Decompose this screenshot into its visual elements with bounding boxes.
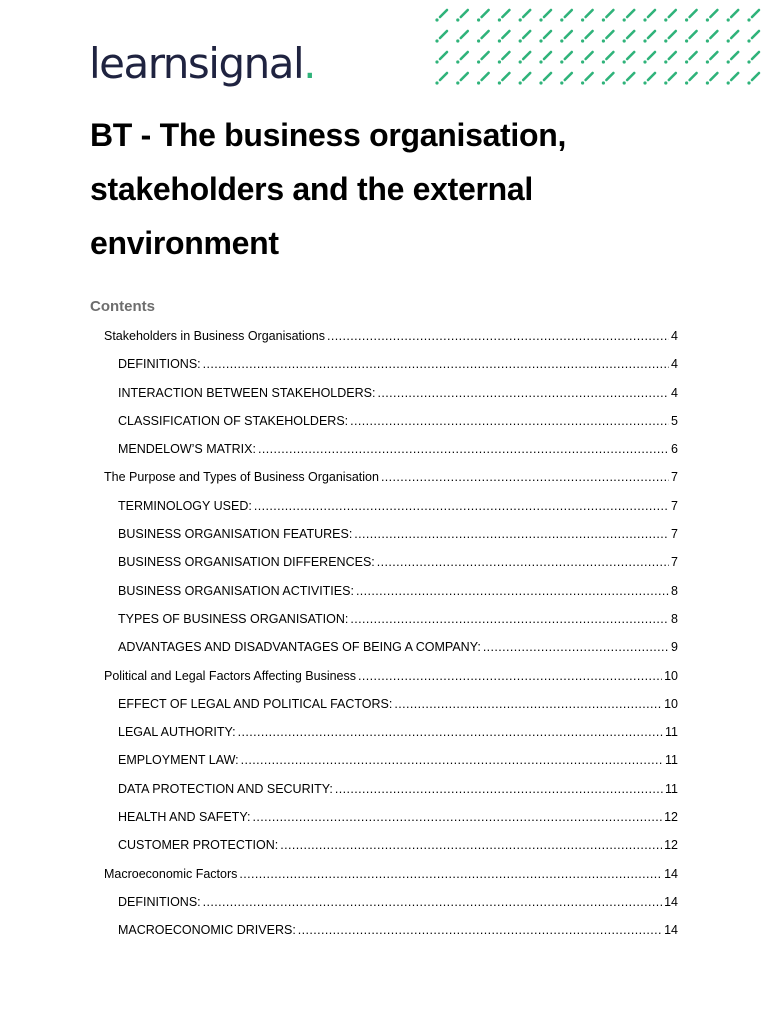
toc-entry-page-number: 8 [671, 583, 678, 598]
slash-mark [706, 52, 718, 64]
toc-entry-subsection[interactable] [0, 435, 678, 463]
slash-mark [539, 31, 551, 43]
toc-entry-label: BUSINESS ORGANISATION ACTIVITIES: [118, 583, 354, 598]
logo-text: learnsignal [89, 39, 304, 88]
toc-entry-subsection[interactable] [0, 379, 678, 407]
toc-entry-subsection[interactable] [0, 407, 678, 435]
toc-entry-label: DEFINITIONS: [118, 357, 201, 372]
toc-dot-leader [483, 633, 669, 661]
toc-dot-leader [356, 577, 669, 605]
toc-entry-label: TYPES OF BUSINESS ORGANISATION: [118, 611, 349, 626]
toc-entry-page-number: 11 [665, 753, 678, 768]
toc-dot-leader [381, 463, 669, 491]
toc-entry-label: EFFECT OF LEGAL AND POLITICAL FACTORS: [118, 696, 393, 711]
toc-entry-label: HEALTH AND SAFETY: [118, 810, 251, 825]
toc-dot-leader [377, 379, 669, 407]
toc-entry-subsection[interactable] [0, 350, 678, 378]
toc-dot-leader [239, 860, 662, 888]
slash-mark [519, 10, 531, 22]
slash-mark [435, 52, 447, 64]
toc-entry-label: LEGAL AUTHORITY: [118, 725, 236, 740]
slash-mark [435, 73, 447, 85]
toc-entry-label: DEFINITIONS: [118, 894, 201, 909]
toc-dot-leader [327, 322, 669, 350]
toc-entry-subsection[interactable] [0, 633, 678, 661]
slash-mark [477, 10, 489, 22]
slash-mark [664, 31, 676, 43]
slash-mark [560, 10, 572, 22]
slash-mark [477, 31, 489, 43]
toc-entry-subsection[interactable] [0, 577, 678, 605]
slash-mark [706, 10, 718, 22]
slash-mark [706, 31, 718, 43]
toc-entry-page-number: 7 [671, 470, 678, 485]
toc-dot-leader [354, 520, 669, 548]
slash-mark [456, 31, 468, 43]
toc-entry-page-number: 7 [671, 527, 678, 542]
toc-entry-subsection[interactable] [0, 803, 678, 831]
toc-entry-page-number: 14 [664, 894, 678, 909]
slash-mark [685, 31, 697, 43]
toc-entry-page-number: 5 [671, 413, 678, 428]
toc-entry-label: MACROECONOMIC DRIVERS: [118, 923, 296, 938]
toc-entry-page-number: 14 [664, 866, 678, 881]
slash-mark [435, 10, 447, 22]
toc-entry-label: The Purpose and Types of Business Organisation [104, 470, 379, 485]
slash-mark [602, 31, 614, 43]
slash-mark [498, 73, 510, 85]
learnsignal-logo [89, 38, 315, 90]
toc-dot-leader [350, 407, 669, 435]
toc-entry-label: TERMINOLOGY USED: [118, 498, 252, 513]
slash-mark [643, 73, 655, 85]
slash-mark [539, 73, 551, 85]
toc-entry-section[interactable] [0, 860, 678, 888]
toc-dot-leader [350, 605, 669, 633]
slash-mark [498, 10, 510, 22]
toc-entry-label: BUSINESS ORGANISATION DIFFERENCES: [118, 555, 375, 570]
slash-mark [727, 73, 739, 85]
toc-entry-label: Political and Legal Factors Affecting Business [104, 668, 356, 683]
toc-entry-label: DATA PROTECTION AND SECURITY: [118, 781, 333, 796]
slash-mark [623, 73, 635, 85]
toc-entry-subsection[interactable] [0, 718, 678, 746]
slash-mark [519, 52, 531, 64]
toc-entry-page-number: 4 [671, 357, 678, 372]
slash-mark [727, 10, 739, 22]
toc-entry-page-number: 4 [671, 385, 678, 400]
toc-entry-page-number: 11 [665, 781, 678, 796]
slash-mark [643, 31, 655, 43]
slash-mark [685, 52, 697, 64]
toc-entry-subsection[interactable] [0, 746, 678, 774]
toc-dot-leader [254, 492, 669, 520]
toc-entry-section[interactable] [0, 322, 678, 350]
toc-dot-leader [241, 746, 663, 774]
slash-mark [664, 52, 676, 64]
toc-entry-page-number: 11 [665, 725, 678, 740]
slash-mark [477, 52, 489, 64]
slash-mark [539, 52, 551, 64]
table-of-contents [0, 322, 768, 945]
toc-entry-page-number: 7 [671, 555, 678, 570]
toc-dot-leader [238, 718, 663, 746]
slash-mark [747, 10, 759, 22]
toc-dot-leader [335, 775, 663, 803]
toc-entry-label: EMPLOYMENT LAW: [118, 753, 239, 768]
slash-mark [623, 10, 635, 22]
contents-heading: Contents [90, 298, 155, 315]
toc-dot-leader [203, 350, 669, 378]
toc-dot-leader [258, 435, 669, 463]
slash-mark [727, 52, 739, 64]
slash-mark [519, 31, 531, 43]
toc-entry-page-number: 8 [671, 611, 678, 626]
toc-entry-label: MENDELOW’S MATRIX: [118, 442, 256, 457]
toc-entry-subsection[interactable] [0, 888, 678, 916]
slash-mark [747, 31, 759, 43]
toc-entry-page-number: 10 [664, 696, 678, 711]
slash-mark [560, 52, 572, 64]
slash-mark [747, 73, 759, 85]
slash-mark [539, 10, 551, 22]
toc-entry-label: INTERACTION BETWEEN STAKEHOLDERS: [118, 385, 376, 400]
slash-mark [643, 52, 655, 64]
slash-pattern-decoration [433, 5, 768, 90]
slash-mark [498, 31, 510, 43]
slash-mark [602, 10, 614, 22]
toc-entry-page-number: 4 [671, 329, 678, 343]
slash-mark [685, 10, 697, 22]
toc-entry-label: Macroeconomic Factors [104, 866, 238, 881]
slash-mark [623, 52, 635, 64]
slash-mark [581, 10, 593, 22]
toc-entry-page-number: 9 [671, 640, 678, 655]
toc-entry-page-number: 12 [664, 838, 678, 853]
toc-entry-subsection[interactable] [0, 690, 678, 718]
logo-dot: . [303, 39, 315, 88]
toc-entry-subsection[interactable] [0, 775, 678, 803]
slash-mark [560, 31, 572, 43]
slash-mark [581, 52, 593, 64]
toc-entry-label: BUSINESS ORGANISATION FEATURES: [118, 527, 353, 542]
toc-entry-label: ADVANTAGES AND DISADVANTAGES OF BEING A COMPANY: [118, 640, 481, 655]
slash-mark [747, 52, 759, 64]
slash-mark [477, 73, 489, 85]
slash-mark [685, 73, 697, 85]
slash-mark [664, 73, 676, 85]
toc-entry-section[interactable] [0, 463, 678, 491]
page-title: BT - The business organisation, stakeholders and the external environment [90, 117, 567, 261]
toc-dot-leader [358, 662, 662, 690]
slash-mark [581, 73, 593, 85]
slash-mark [706, 73, 718, 85]
toc-entry-page-number: 6 [671, 442, 678, 457]
toc-entry-section[interactable] [0, 662, 678, 690]
slash-mark [602, 73, 614, 85]
toc-entry-subsection[interactable] [0, 605, 678, 633]
toc-entry-page-number: 10 [664, 668, 678, 683]
slash-mark [664, 10, 676, 22]
slash-mark [643, 10, 655, 22]
slash-mark [560, 73, 572, 85]
toc-entry-subsection[interactable] [0, 831, 678, 859]
toc-entry-page-number: 7 [671, 498, 678, 513]
toc-dot-leader [298, 916, 662, 944]
slash-mark [581, 31, 593, 43]
toc-entry-label: Stakeholders in Business Organisations [104, 329, 325, 343]
slash-mark [623, 31, 635, 43]
toc-dot-leader [377, 548, 669, 576]
toc-entry-subsection[interactable] [0, 916, 678, 944]
slash-mark [727, 31, 739, 43]
toc-entry-page-number: 14 [664, 923, 678, 938]
toc-dot-leader [203, 888, 662, 916]
toc-entry-label: CUSTOMER PROTECTION: [118, 838, 279, 853]
slash-mark [602, 52, 614, 64]
toc-entry-label: CLASSIFICATION OF STAKEHOLDERS: [118, 413, 349, 428]
slash-mark [435, 31, 447, 43]
slash-mark [519, 73, 531, 85]
slash-mark [456, 10, 468, 22]
slash-mark [456, 73, 468, 85]
toc-dot-leader [252, 803, 662, 831]
toc-dot-leader [394, 690, 662, 718]
toc-entry-page-number: 12 [664, 810, 678, 825]
toc-entry-subsection[interactable] [0, 520, 678, 548]
toc-entry-subsection[interactable] [0, 492, 678, 520]
toc-entry-subsection[interactable] [0, 548, 678, 576]
toc-dot-leader [280, 831, 662, 859]
slash-mark [456, 52, 468, 64]
slash-mark [498, 52, 510, 64]
